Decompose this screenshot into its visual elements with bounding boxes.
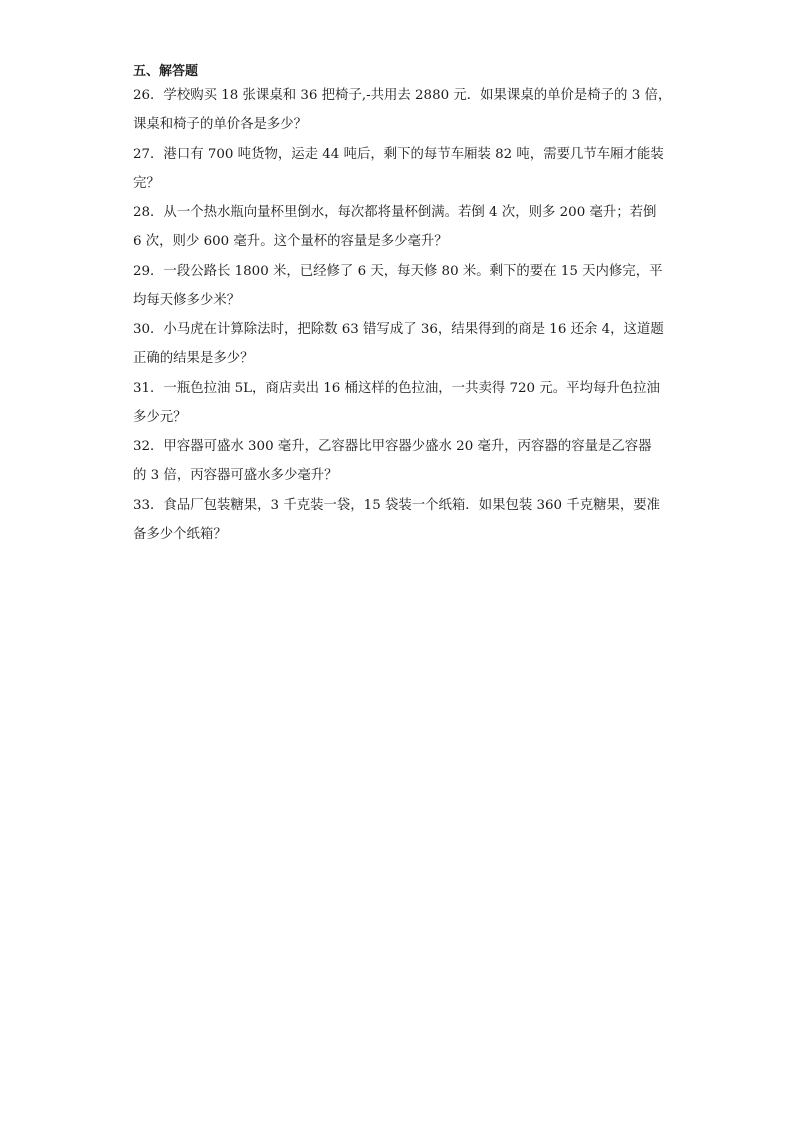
- problem-line: 均每天修多少米？: [133, 292, 241, 308]
- document-page: [133, 62, 673, 550]
- problem-line: 的 3 倍，丙容器可盛水多少毫升？: [133, 468, 338, 483]
- problem-line: 6 次，则少 600 毫升。这个量杯的容量是多少毫升？: [133, 234, 448, 249]
- problem-26: [133, 82, 673, 141]
- problem-line: 备多少个纸箱？: [133, 526, 227, 542]
- problem-line: 多少元？: [133, 409, 187, 425]
- problem-33: [133, 492, 673, 551]
- problem-line: 32．甲容器可盛水 300 毫升，乙容器比甲容器少盛水 20 毫升，丙容器的容量是乙容器: [133, 439, 652, 454]
- problem-line: 完？: [133, 175, 160, 191]
- problem-27: [133, 141, 673, 200]
- problem-line: 课桌和椅子的单价各是多少？: [133, 117, 308, 132]
- problem-line: 27．港口有 700 吨货物，运走 44 吨后，剩下的每节车厢装 82 吨，需要几节车厢才能装: [133, 146, 664, 162]
- problem-line: 31．一瓶色拉油 5L，商店卖出 16 桶这样的色拉油，一共卖得 720 元。平均每升色拉油: [133, 380, 660, 396]
- problem-32: [133, 433, 673, 492]
- problem-line: 正确的结果是多少？: [133, 351, 254, 366]
- problem-30: [133, 316, 673, 375]
- section-title: 五、解答题: [133, 64, 199, 79]
- problem-line: 33．食品厂包装糖果，3 千克装一袋，15 袋装一个纸箱．如果包装 360 千克糖果，要准: [133, 497, 661, 513]
- problem-line: 30．小马虎在计算除法时，把除数 63 错写成了 36，结果得到的商是 16 还余 4，这道题: [133, 322, 664, 337]
- problem-31: [133, 375, 673, 434]
- problem-line: 28．从一个热水瓶向量杯里倒水，每次都将量杯倒满。若倒 4 次，则多 200 毫升；若倒: [133, 205, 657, 220]
- problem-29: [133, 258, 673, 317]
- problem-line: 29．一段公路长 1800 米，已经修了 6 天，每天修 80 米。剩下的要在 15 天内修完，平: [133, 263, 663, 279]
- problem-28: [133, 199, 673, 258]
- problem-line: 26．学校购买 18 张课桌和 36 把椅子,-共用去 2880 元．如果课桌的单价是椅子的 3 倍，: [133, 88, 672, 103]
